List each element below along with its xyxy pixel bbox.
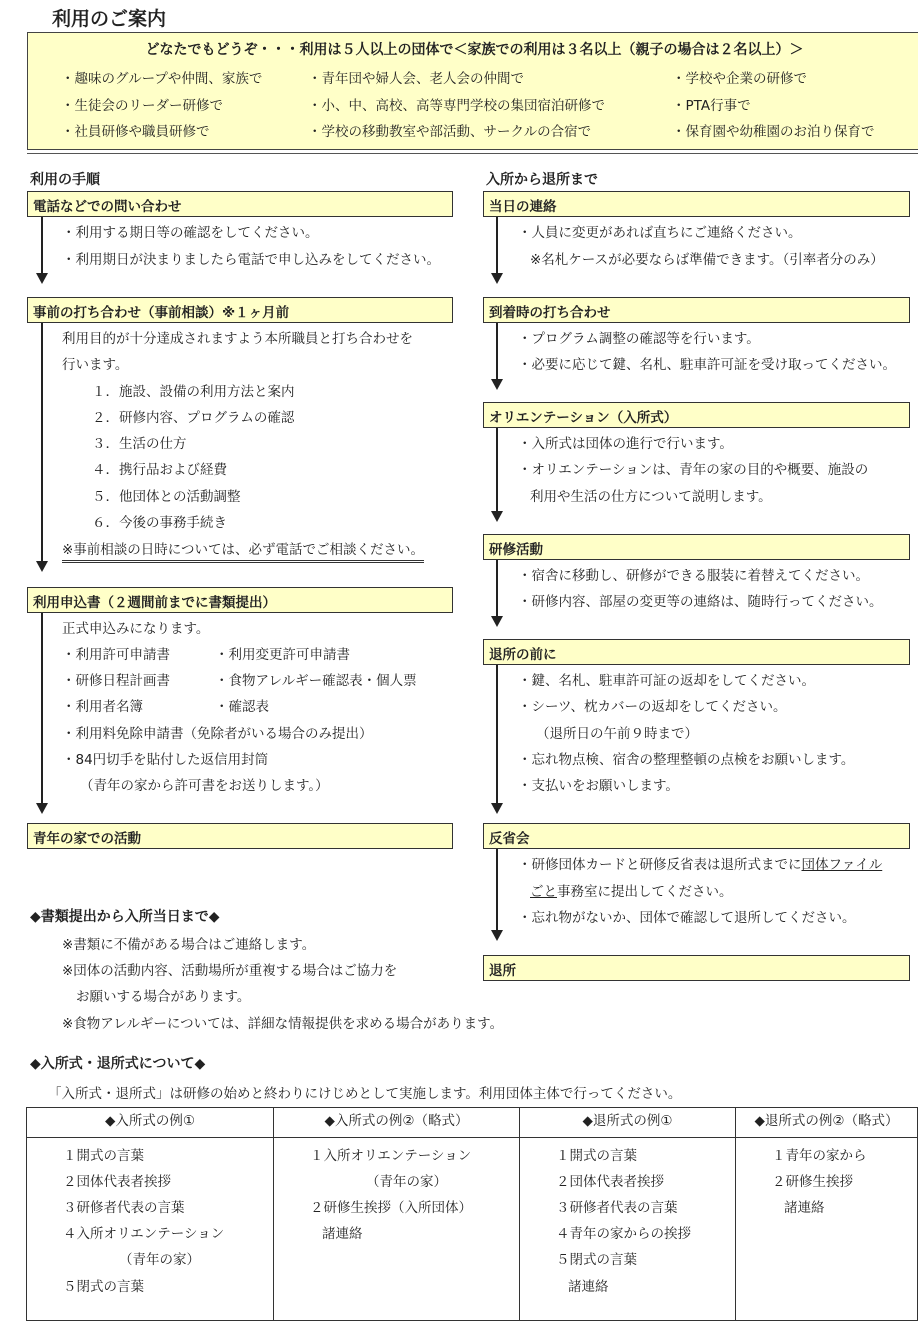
ceremony-line: ５閉式の言葉 <box>63 1279 144 1295</box>
table-header: ◆入所式の例① <box>27 1108 274 1138</box>
step-line: ・必要に応じて鍵、名札、駐車許可証を受け取ってください。 <box>518 357 896 373</box>
doc-item: ・食物アレルギー確認表・個人票 <box>215 673 417 689</box>
step-line: ・研修内容、部屋の変更等の連絡は、随時行ってください。 <box>518 594 883 610</box>
arrow-down-icon <box>491 616 503 627</box>
ceremony-line: １入所オリエンテーション <box>310 1148 472 1164</box>
step-orientation: オリエンテーション（入所式） <box>483 402 910 428</box>
doc-item: ・利用許可申請書 <box>62 647 170 663</box>
ceremony-line: ２団体代表者挨拶 <box>63 1174 171 1190</box>
ceremony-intro: 「入所式・退所式」は研修の始めと終わりにけじめとして実施します。利用団体主体で行ってください。 <box>48 1086 682 1102</box>
step-consultation: 事前の打ち合わせ（事前相談）※１ヶ月前 <box>27 297 453 323</box>
step-line: ※名札ケースが必要ならば準備できます。（引率者分のみ） <box>530 252 884 268</box>
step-line: ・研修団体カードと研修反省表は退所式までに団体ファイル <box>518 857 883 873</box>
ceremony-line: ２研修生挨拶（入所団体） <box>310 1200 472 1216</box>
flow-line <box>496 217 498 273</box>
step-line: 正式申込みになります。 <box>62 621 210 637</box>
ceremony-line: ３研修者代表の言葉 <box>556 1200 678 1216</box>
consultation-note: ※事前相談の日時については、必ず電話でご相談ください。 <box>62 538 424 563</box>
doc-item: ・利用者名簿 <box>62 699 143 715</box>
arrow-down-icon <box>491 273 503 284</box>
ceremony-line: １開式の言葉 <box>556 1148 637 1164</box>
docs-line: お願いする場合があります。 <box>76 989 251 1005</box>
arrow-down-icon <box>36 561 48 572</box>
flow-line <box>496 560 498 616</box>
step-line: ・忘れ物がないか、団体で確認して退所してください。 <box>518 910 856 926</box>
step-review: 反省会 <box>483 823 910 849</box>
step-item: ５．他団体との活動調整 <box>92 489 241 505</box>
step-before-leaving: 退所の前に <box>483 639 910 665</box>
eligibility-item: ・生徒会のリーダー研修で <box>61 98 223 114</box>
eligibility-item: ・趣味のグループや仲間、家族で <box>61 71 263 87</box>
step-line: ・利用期日が決まりましたら電話で申し込みをしてください。 <box>62 252 440 268</box>
flow-line <box>41 217 43 273</box>
flow-line <box>41 613 43 803</box>
flow-line <box>41 323 43 561</box>
eligibility-item: ・学校の移動教室や部活動、サークルの合宿で <box>308 124 592 140</box>
section-divider <box>27 153 918 154</box>
step-line: 利用や生活の仕方について説明します。 <box>530 489 772 505</box>
arrow-down-icon <box>491 803 503 814</box>
eligibility-item: ・PTA行事で <box>672 98 751 114</box>
step-item: ６．今後の事務手続き <box>92 515 227 531</box>
ceremony-line: ２研修生挨拶 <box>772 1174 853 1190</box>
step-inquiry: 電話などでの問い合わせ <box>27 191 453 217</box>
eligibility-item: ・保育園や幼稚園のお泊り保育で <box>672 124 875 140</box>
step-checkout: 退所 <box>483 955 910 981</box>
step-line: ・支払いをお願いします。 <box>518 778 679 794</box>
ceremony-line: ５閉式の言葉 <box>556 1252 637 1268</box>
step-arrival: 到着時の打ち合わせ <box>483 297 910 323</box>
doc-note: （青年の家から許可書をお送りします。） <box>80 778 329 794</box>
table-header: ◆退所式の例②（略式） <box>736 1108 918 1138</box>
arrow-down-icon <box>36 803 48 814</box>
step-line: ・宿舎に移動し、研修ができる服装に着替えてください。 <box>518 568 869 584</box>
ceremony-line: １青年の家から <box>772 1148 867 1164</box>
arrow-down-icon <box>491 930 503 941</box>
arrow-down-icon <box>491 379 503 390</box>
doc-item: ・利用変更許可申請書 <box>215 647 350 663</box>
docs-section-title: ◆書類提出から入所当日まで◆ <box>30 909 220 925</box>
eligibility-item: ・青年団や婦人会、老人会の仲間で <box>308 71 524 87</box>
step-training: 研修活動 <box>483 534 910 560</box>
step-activity: 青年の家での活動 <box>27 823 453 849</box>
ceremony-line: ４青年の家からの挨拶 <box>556 1226 691 1242</box>
ceremony-line: ２団体代表者挨拶 <box>556 1174 664 1190</box>
right-heading: 入所から退所まで <box>486 172 598 188</box>
table-cell <box>274 1138 520 1321</box>
table-header: ◆入所式の例②（略式） <box>274 1108 520 1138</box>
step-item: １．施設、設備の利用方法と案内 <box>92 384 295 400</box>
ceremony-table <box>26 1107 918 1321</box>
step-line: ごと事務室に提出してください。 <box>530 884 733 900</box>
docs-line: ※食物アレルギーについては、詳細な情報提供を求める場合があります。 <box>62 1016 504 1032</box>
step-line: （退所日の午前９時まで） <box>536 726 698 742</box>
table-cell <box>736 1138 918 1321</box>
step-line: 利用目的が十分達成されますよう本所職員と打ち合わせを <box>62 331 413 347</box>
page-title: 利用のご案内 <box>52 8 167 30</box>
table-header: ◆退所式の例① <box>520 1108 736 1138</box>
doc-item: ・確認表 <box>215 699 269 715</box>
arrow-down-icon <box>491 511 503 522</box>
doc-item: ・84円切手を貼付した返信用封筒 <box>62 752 269 768</box>
ceremony-line: 諸連絡 <box>784 1200 825 1216</box>
flow-line <box>496 665 498 803</box>
ceremony-line: ３研修者代表の言葉 <box>63 1200 185 1216</box>
step-same-day: 当日の連絡 <box>483 191 910 217</box>
doc-item: ・研修日程計画書 <box>62 673 170 689</box>
docs-line: ※団体の活動内容、活動場所が重複する場合はご協力を <box>62 963 398 979</box>
step-line: ・オリエンテーションは、青年の家の目的や概要、施設の <box>518 462 869 478</box>
eligibility-item: ・社員研修や職員研修で <box>61 124 210 140</box>
step-item: ４．携行品および経費 <box>92 462 227 478</box>
eligibility-item: ・学校や企業の研修で <box>672 71 807 87</box>
table-cell <box>520 1138 736 1321</box>
step-line: ・シーツ、枕カバーの返却をしてください。 <box>518 699 787 715</box>
ceremony-line: １開式の言葉 <box>63 1148 144 1164</box>
eligibility-headline: どなたでもどうぞ・・・利用は５人以上の団体で＜家族での利用は３名以上（親子の場合は２名以上）＞ <box>145 42 804 58</box>
eligibility-box <box>27 32 918 150</box>
flow-line <box>496 428 498 511</box>
step-line: ・人員に変更があれば直ちにご連絡ください。 <box>518 225 802 241</box>
step-line: ・忘れ物点検、宿舎の整理整頓の点検をお願いします。 <box>518 752 855 768</box>
step-line: ・入所式は団体の進行で行います。 <box>518 436 733 452</box>
step-line: ・利用する期日等の確認をしてください。 <box>62 225 319 241</box>
left-heading: 利用の手順 <box>30 172 100 188</box>
ceremony-line: （青年の家） <box>366 1174 447 1190</box>
eligibility-item: ・小、中、高校、高等専門学校の集団宿泊研修で <box>308 98 605 114</box>
step-line: 行います。 <box>62 357 129 373</box>
step-application: 利用申込書（２週間前までに書類提出） <box>27 587 453 613</box>
step-line: ・鍵、名札、駐車許可証の返却をしてください。 <box>518 673 815 689</box>
ceremony-line: 諸連絡 <box>568 1279 609 1295</box>
ceremony-line: 諸連絡 <box>322 1226 363 1242</box>
ceremony-line: （青年の家） <box>119 1252 200 1268</box>
table-cell <box>27 1138 274 1321</box>
flow-line <box>496 849 498 930</box>
step-item: ２．研修内容、プログラムの確認 <box>92 410 295 426</box>
flow-line <box>496 323 498 379</box>
ceremony-line: ４入所オリエンテーション <box>63 1226 225 1242</box>
docs-line: ※書類に不備がある場合はご連絡します。 <box>62 937 316 953</box>
ceremony-title: ◆入所式・退所式について◆ <box>30 1056 206 1072</box>
step-line: ・プログラム調整の確認等を行います。 <box>518 331 760 347</box>
doc-item: ・利用料免除申請書（免除者がいる場合のみ提出） <box>62 726 373 742</box>
arrow-down-icon <box>36 273 48 284</box>
step-item: ３．生活の仕方 <box>92 436 187 452</box>
